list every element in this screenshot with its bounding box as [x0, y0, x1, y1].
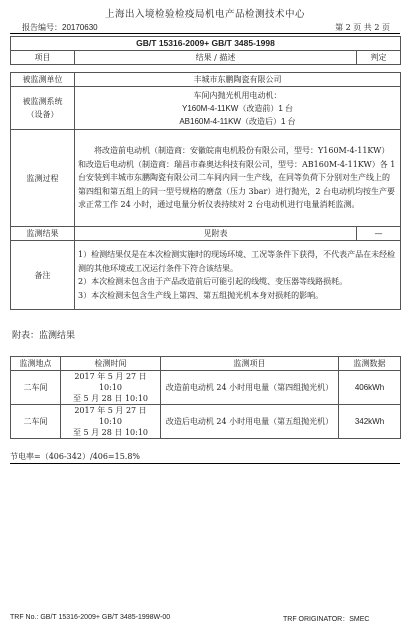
report-number: [22, 22, 98, 33]
main-table: [10, 36, 401, 310]
table-header-row: [11, 51, 401, 65]
appendix-time-end: 至 5 月 28 日 10:10: [72, 394, 149, 403]
appendix-item: 改造后电动机 24 小时用电量（第五组抛光机）: [161, 405, 339, 439]
system-line1: 车间内抛光机用电动机：: [193, 90, 282, 100]
spacer-row: [11, 65, 401, 73]
system-value: [75, 87, 401, 130]
result-judge: —: [357, 227, 401, 241]
unit-label: 被监测单位: [11, 73, 75, 87]
appendix-row: [11, 371, 401, 405]
section-rule: [10, 463, 400, 464]
header-rule: [10, 33, 400, 34]
notes-content: [75, 241, 401, 310]
note-1: 1）检测结果仅是在本次检测实施时的现场环境、工况等条件下获得，不代表产品在未经检测的其他环境或工况运行条件下符合该结果。: [78, 250, 396, 273]
process-row: [11, 130, 401, 227]
page-info: 第 2 页 共 2 页: [335, 23, 390, 32]
appendix-title: 附表：监测结果: [12, 331, 76, 341]
col-result-header: 结果 / 描述: [75, 51, 357, 65]
system-label: [11, 87, 75, 130]
standard-code: GB/T 15316-2009+ GB/T 3485-1998: [11, 37, 401, 51]
col-judge-header: 判定: [357, 51, 401, 65]
result-value: 见附表: [75, 227, 357, 241]
appendix-header-row: [11, 357, 401, 371]
note-3: 3）本次检测未包含生产线上第四、第五组抛光机本身对损耗的影响。: [78, 290, 324, 300]
appendix-row: [11, 405, 401, 439]
col-item-header: 项目: [11, 51, 75, 65]
appendix-location: 二车间: [11, 371, 61, 405]
unit-row: [11, 73, 401, 87]
process-text: 将改造前电动机（制造商：安徽皖南电机股份有限公司，型号：Y160M-4-11KW）和改造后电动机（制造商：瑞昌市森奥达科技有限公司，型号：AB160M-4-11KW）各 1 台安装到丰城市东鹏陶瓷有限公司二车间内同一生产线，在同等负荷下分别对生产线上的第四组和第五组上的同一型号规格的磨盘（压力 3bar）进行抛光，2 台电动机均按生产要求正常工作 24 小时，通过电量分析仪表持续对 2 台电动机进行电量消耗监测。: [75, 130, 401, 227]
appendix-time-end: 至 5 月 28 日 10:10: [72, 428, 149, 437]
appendix-data: 342kWh: [339, 405, 401, 439]
system-line2: Y160M-4-11KW（改造前）1 台: [182, 103, 293, 113]
appendix-item: 改造前电动机 24 小时用电量（第四组抛光机）: [161, 371, 339, 405]
appendix-table: [10, 356, 401, 439]
report-number-label: 报告编号：: [22, 23, 62, 32]
notes-row: [11, 241, 401, 310]
system-row: [11, 87, 401, 130]
appendix-col-location: 监测地点: [11, 357, 61, 371]
appendix-col-item: 监测项目: [161, 357, 339, 371]
result-row: [11, 227, 401, 241]
system-line3: AB160M-4-11KW（改造后）1 台: [179, 116, 296, 126]
standard-row: [11, 37, 401, 51]
system-label-line1: 被监测系统: [22, 97, 63, 106]
saving-rate: 节电率=（406-342）/406=15.8%: [10, 452, 141, 461]
process-label: 监测过程: [11, 130, 75, 227]
appendix-col-data: 监测数据: [339, 357, 401, 371]
document-title: 上海出入境检验检疫局机电产品检测技术中心: [104, 9, 305, 20]
appendix-time-start: 2017 年 5 月 27 日 10:10: [74, 406, 147, 426]
appendix-time: [61, 371, 161, 405]
appendix-data: 406kWh: [339, 371, 401, 405]
unit-value: 丰城市东鹏陶瓷有限公司: [75, 73, 401, 87]
appendix-time-start: 2017 年 5 月 27 日 10:10: [74, 372, 147, 392]
result-label: 监测结果: [11, 227, 75, 241]
trf-originator: TRF ORIGINATOR：SMEC: [283, 616, 370, 623]
appendix-location: 二车间: [11, 405, 61, 439]
report-number-value: 20170630: [62, 23, 98, 32]
note-2: 2）本次检测未包含由于产品改造前后可能引起的线缆、变压器等线路损耗。: [78, 277, 348, 286]
system-label-line2: （设备）: [26, 110, 59, 119]
notes-label: 备注: [11, 241, 75, 310]
appendix-col-time: 检测时间: [61, 357, 161, 371]
appendix-time: [61, 405, 161, 439]
trf-number: TRF No.: GB/T 15316-2009+ GB/T 3485-1998W-00: [10, 614, 171, 621]
